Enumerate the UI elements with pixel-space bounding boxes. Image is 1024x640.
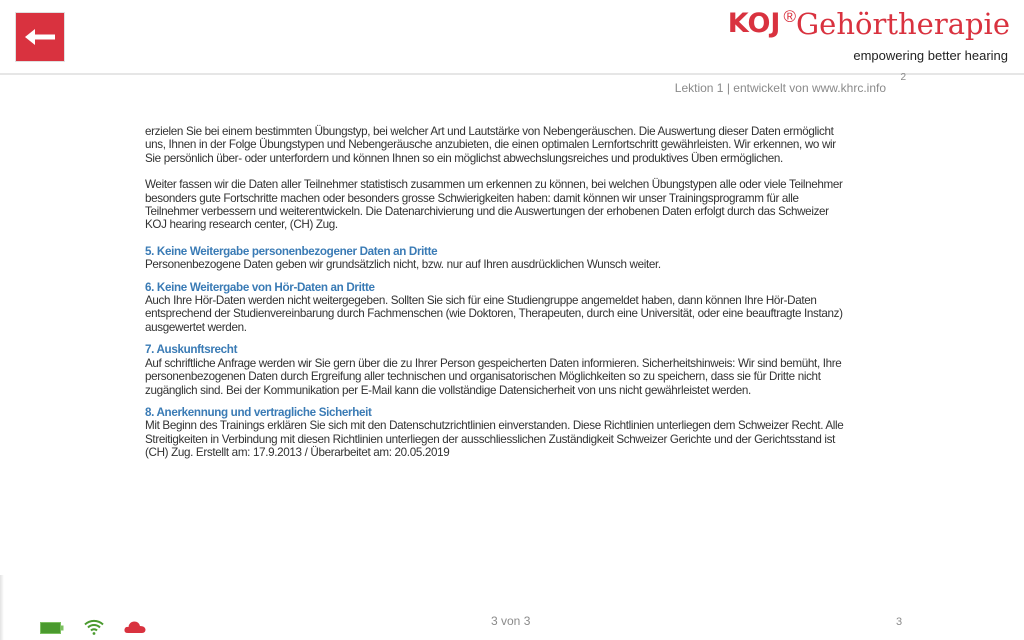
- section-8: [145, 406, 853, 460]
- page-number-bottom: 3: [896, 616, 903, 628]
- header-bar: [0, 0, 1024, 75]
- wifi-icon: [84, 619, 104, 640]
- status-bar: [40, 619, 166, 640]
- section-5: [145, 245, 853, 272]
- section-title: 5. Keine Weitergabe personenbezogener Daten an Dritte: [145, 243, 438, 258]
- logo-product-name: Gehörtherapie: [796, 7, 1010, 41]
- document-content: [145, 125, 853, 469]
- section-title: 7. Auskunftsrecht: [145, 342, 238, 357]
- section-body: Auch Ihre Hör-Daten werden nicht weitergegeben. Sollten Sie sich für eine Studiengruppe angemeldet haben, dann können Ihre Hör-Daten entsprechend der Studienvereinbarung durch Fachmenschen (wie Doktoren, Therapeuten, durch eine Universität, oder eine beauftragte Instanz) ausgewertet werden.: [145, 293, 843, 334]
- battery-icon: [40, 621, 64, 639]
- logo-registered-mark: ®: [783, 7, 797, 26]
- side-panel-edge[interactable]: [0, 575, 4, 640]
- section-body: Personenbezogene Daten geben wir grundsätzlich nicht, bzw. nur auf Ihren ausdrücklichen Wunsch weiter.: [145, 257, 661, 272]
- cloud-icon: [124, 620, 146, 639]
- section-title: 8. Anerkennung und vertragliche Sicherheit: [145, 404, 372, 419]
- section-6: [145, 281, 853, 335]
- section-body: Mit Beginn des Trainings erklären Sie sich mit den Datenschutzrichtlinien einverstanden. Diese Richtlinien unterliegen dem Schweizer Recht. Alle Streitigkeiten in Verbindung mit diesen Richtlinien unterliegen der ausschliesslichen Zuständigkeit Schweizer Gerichte und der Gerichtsstand ist (CH) Zug. Erstellt am: 17.9.2013 / Überarbeitet am: 20.05.2019: [145, 418, 844, 460]
- logo-tagline: empowering better hearing: [853, 48, 1008, 63]
- section-body: Auf schriftliche Anfrage werden wir Sie gern über die zu Ihrer Person gespeicherten Daten informieren. Sicherheitshinweis: Wir sind bemüht, Ihre personenbezogenen Daten durch Ergreifung aller technischen und organisatorischen Möglichkeiten so zu speichern, dass sie für Dritte nicht zugänglich sind. Bei der Kommunikation per E-Mail kann die vollständige Datensicherheit von uns nicht gewährleistet werden.: [145, 355, 842, 397]
- page-indicator: 3 von 3: [491, 614, 531, 628]
- back-button[interactable]: [15, 12, 65, 62]
- section-title: 6. Keine Weitergabe von Hör-Daten an Dritte: [145, 279, 375, 294]
- lesson-info: Lektion 1 | entwickelt von www.khrc.info: [674, 81, 886, 95]
- intro-paragraph: Weiter fassen wir die Daten aller Teilnehmer statistisch zusammen um erkennen zu können, bei welchen Übungstypen alle oder viele Teilnehmer besonders gute Fortschritte machen oder besonders grosse Schwierigkeiten haben: damit können wir unser Trainingsprogramm für alle Teilnehmer verbessern und weiterentwickeln. Die Datenarchivierung und die Auswertungen der erhobenen Daten erfolgt durch das Schweizer KOJ hearing research center, (CH) Zug.: [145, 177, 843, 232]
- brand-logo: [728, 6, 1010, 63]
- logo-brand: KOJ: [727, 8, 781, 39]
- arrow-left-icon: [25, 28, 55, 46]
- page-number-top: 2: [900, 72, 906, 83]
- section-7: [145, 343, 853, 397]
- intro-paragraph: erzielen Sie bei einem bestimmten Übungstyp, bei welcher Art und Lautstärke von Nebengeräuschen. Die Auswertung dieser Daten ermöglicht uns, Ihnen in der Folge Übungstypen und Nebengeräusche anzubieten, die einen optimalen Lernfortschritt gewährleisten. Wir erkennen, wo wir Sie persönlich über- oder unterfordern und können Ihnen so ein möglichst abwechslungsreiches und produktives Üben ermöglichen.: [145, 124, 836, 165]
